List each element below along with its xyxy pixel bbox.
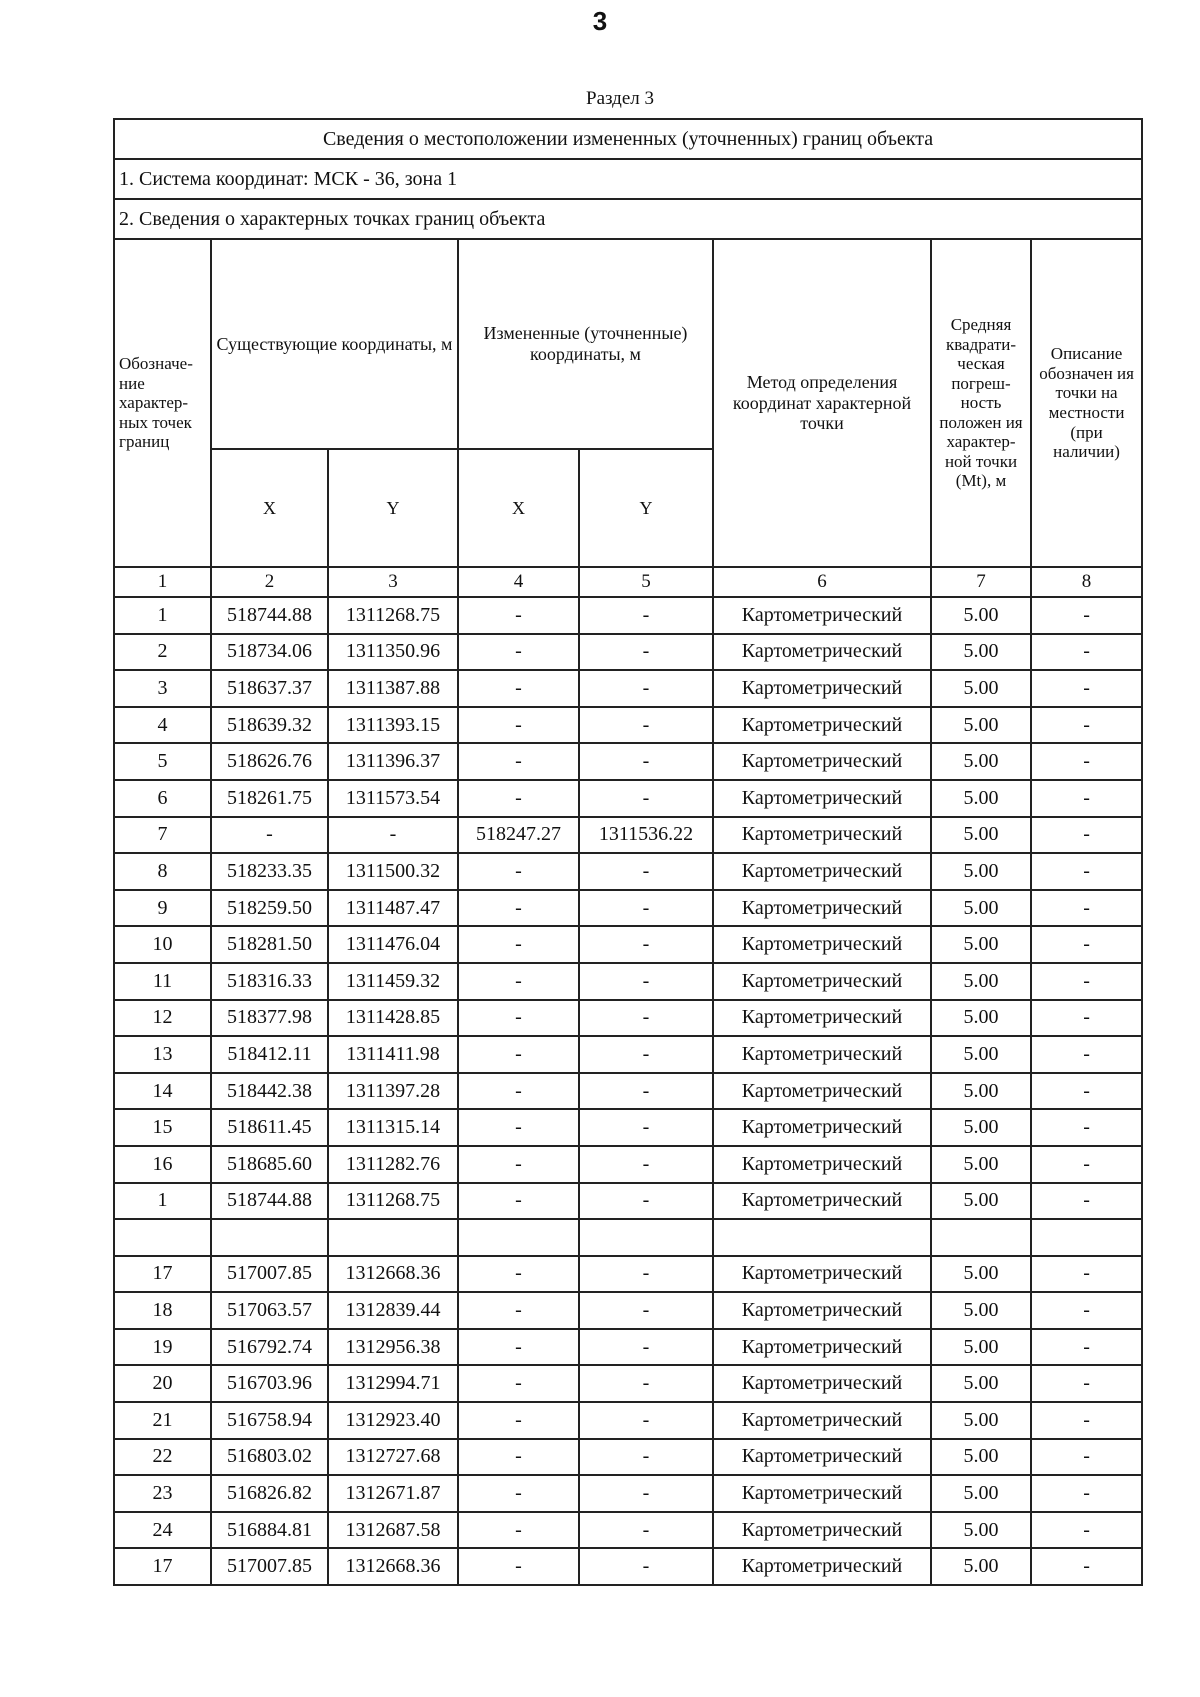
existing-y-cell: 1311411.98 (328, 1036, 458, 1073)
table-row (114, 1219, 1142, 1256)
column-number-cell: 1 (114, 567, 211, 597)
mean-error-cell: 5.00 (931, 634, 1031, 671)
mean-error-cell: 5.00 (931, 1146, 1031, 1183)
changed-y-cell: - (579, 890, 713, 927)
description-cell: - (1031, 1475, 1142, 1512)
changed-y-cell: - (579, 1109, 713, 1146)
method-cell: Картометрический (713, 1402, 931, 1439)
point-id-cell: 12 (114, 1000, 211, 1037)
existing-y-cell (328, 1219, 458, 1256)
mean-error-cell: 5.00 (931, 963, 1031, 1000)
existing-x-cell: 518734.06 (211, 634, 328, 671)
method-cell: Картометрический (713, 853, 931, 890)
column-number-cell: 2 (211, 567, 328, 597)
existing-y-cell: 1311459.32 (328, 963, 458, 1000)
table-row (114, 1365, 1142, 1402)
method-cell: Картометрический (713, 1073, 931, 1110)
existing-y-cell: 1311315.14 (328, 1109, 458, 1146)
changed-x-cell: - (458, 1036, 579, 1073)
changed-x-cell: - (458, 1512, 579, 1549)
header-method: Метод определения координат характерной точки (713, 239, 931, 567)
mean-error-cell: 5.00 (931, 1475, 1031, 1512)
column-number-cell: 6 (713, 567, 931, 597)
changed-x-cell: - (458, 1475, 579, 1512)
mean-error-cell: 5.00 (931, 1329, 1031, 1366)
section-label: Раздел 3 (586, 88, 654, 109)
changed-x-cell: - (458, 1292, 579, 1329)
description-cell: - (1031, 1256, 1142, 1293)
changed-x-cell: - (458, 1365, 579, 1402)
table-row (114, 597, 1142, 634)
mean-error-cell: 5.00 (931, 743, 1031, 780)
table-row (114, 1548, 1142, 1585)
point-id-cell: 14 (114, 1073, 211, 1110)
existing-y-cell: 1312956.38 (328, 1329, 458, 1366)
existing-y-cell: 1311573.54 (328, 780, 458, 817)
mean-error-cell: 5.00 (931, 597, 1031, 634)
header-row-1 (114, 239, 1142, 449)
method-cell: Картометрический (713, 743, 931, 780)
description-cell: - (1031, 1183, 1142, 1220)
description-cell: - (1031, 1402, 1142, 1439)
changed-y-cell: - (579, 780, 713, 817)
existing-x-cell: 516703.96 (211, 1365, 328, 1402)
description-cell: - (1031, 634, 1142, 671)
description-cell: - (1031, 780, 1142, 817)
changed-y-cell: - (579, 853, 713, 890)
changed-x-cell: - (458, 1146, 579, 1183)
point-id-cell: 20 (114, 1365, 211, 1402)
method-cell: Картометрический (713, 1256, 931, 1293)
mean-error-cell: 5.00 (931, 1256, 1031, 1293)
method-cell: Картометрический (713, 1146, 931, 1183)
description-cell: - (1031, 1292, 1142, 1329)
existing-x-cell: 516758.94 (211, 1402, 328, 1439)
existing-y-cell: 1312668.36 (328, 1548, 458, 1585)
existing-x-cell: 518685.60 (211, 1146, 328, 1183)
existing-y-cell: 1311268.75 (328, 597, 458, 634)
method-cell: Картометрический (713, 963, 931, 1000)
changed-x-cell: - (458, 1439, 579, 1476)
existing-y-cell: - (328, 817, 458, 854)
mean-error-cell: 5.00 (931, 817, 1031, 854)
existing-x-cell: 516803.02 (211, 1439, 328, 1476)
changed-y-cell: - (579, 926, 713, 963)
description-cell: - (1031, 1036, 1142, 1073)
table-title: Сведения о местоположении измененных (уточненных) границ объекта (114, 119, 1142, 159)
point-id-cell: 2 (114, 634, 211, 671)
header-changed-x: X (458, 449, 579, 567)
changed-y-cell: - (579, 1329, 713, 1366)
table-row (114, 817, 1142, 854)
header-changed-coords: Измененные (уточненные) координаты, м (458, 239, 713, 449)
method-cell: Картометрический (713, 670, 931, 707)
changed-x-cell: - (458, 780, 579, 817)
existing-x-cell: 518744.88 (211, 1183, 328, 1220)
changed-y-cell: - (579, 1036, 713, 1073)
description-cell: - (1031, 817, 1142, 854)
changed-x-cell: 518247.27 (458, 817, 579, 854)
table-row (114, 1329, 1142, 1366)
column-number-row (114, 567, 1142, 597)
table-row (114, 1439, 1142, 1476)
existing-y-cell: 1311428.85 (328, 1000, 458, 1037)
description-cell: - (1031, 743, 1142, 780)
changed-x-cell: - (458, 1256, 579, 1293)
mean-error-cell: 5.00 (931, 1183, 1031, 1220)
method-cell: Картометрический (713, 780, 931, 817)
mean-error-cell: 5.00 (931, 670, 1031, 707)
method-cell: Картометрический (713, 1365, 931, 1402)
description-cell: - (1031, 853, 1142, 890)
method-cell: Картометрический (713, 1329, 931, 1366)
changed-x-cell: - (458, 1109, 579, 1146)
existing-y-cell: 1311500.32 (328, 853, 458, 890)
mean-error-cell: 5.00 (931, 1292, 1031, 1329)
changed-x-cell: - (458, 963, 579, 1000)
existing-x-cell: 518639.32 (211, 707, 328, 744)
point-id-cell: 17 (114, 1548, 211, 1585)
point-id-cell: 3 (114, 670, 211, 707)
point-id-cell: 17 (114, 1256, 211, 1293)
mean-error-cell: 5.00 (931, 780, 1031, 817)
changed-y-cell: - (579, 1548, 713, 1585)
changed-x-cell: - (458, 1548, 579, 1585)
existing-x-cell: 516826.82 (211, 1475, 328, 1512)
mean-error-cell: 5.00 (931, 1512, 1031, 1549)
page-number: 3 (592, 6, 608, 36)
table-row (114, 1402, 1142, 1439)
mean-error-cell: 5.00 (931, 1036, 1031, 1073)
changed-y-cell: - (579, 1183, 713, 1220)
header-existing-x: X (211, 449, 328, 567)
method-cell: Картометрический (713, 1109, 931, 1146)
point-id-cell: 8 (114, 853, 211, 890)
table-row (114, 780, 1142, 817)
description-cell: - (1031, 1000, 1142, 1037)
point-id-cell: 10 (114, 926, 211, 963)
existing-x-cell: 518316.33 (211, 963, 328, 1000)
method-cell: Картометрический (713, 1512, 931, 1549)
changed-x-cell: - (458, 597, 579, 634)
points-heading-row (114, 199, 1142, 239)
existing-x-cell: 518261.75 (211, 780, 328, 817)
existing-y-cell: 1312671.87 (328, 1475, 458, 1512)
table-row (114, 1292, 1142, 1329)
method-cell: Картометрический (713, 1548, 931, 1585)
changed-y-cell: - (579, 670, 713, 707)
table-title-row (114, 119, 1142, 159)
table-row (114, 1475, 1142, 1512)
existing-x-cell: 518233.35 (211, 853, 328, 890)
method-cell: Картометрический (713, 1475, 931, 1512)
changed-y-cell: - (579, 1402, 713, 1439)
mean-error-cell: 5.00 (931, 926, 1031, 963)
existing-y-cell: 1311282.76 (328, 1146, 458, 1183)
table-row (114, 853, 1142, 890)
mean-error-cell (931, 1219, 1031, 1256)
coordinate-system: 1. Система координат: МСК - 36, зона 1 (114, 159, 1142, 199)
point-id-cell: 21 (114, 1402, 211, 1439)
changed-y-cell: - (579, 1146, 713, 1183)
table-row (114, 963, 1142, 1000)
mean-error-cell: 5.00 (931, 853, 1031, 890)
existing-y-cell: 1311350.96 (328, 634, 458, 671)
existing-x-cell: 518744.88 (211, 597, 328, 634)
table-row (114, 1036, 1142, 1073)
changed-y-cell: - (579, 1439, 713, 1476)
method-cell: Картометрический (713, 1000, 931, 1037)
point-id-cell: 9 (114, 890, 211, 927)
changed-x-cell: - (458, 707, 579, 744)
existing-y-cell: 1311387.88 (328, 670, 458, 707)
method-cell: Картометрический (713, 890, 931, 927)
column-number-cell: 4 (458, 567, 579, 597)
mean-error-cell: 5.00 (931, 890, 1031, 927)
point-id-cell: 16 (114, 1146, 211, 1183)
description-cell: - (1031, 1329, 1142, 1366)
changed-y-cell: - (579, 1256, 713, 1293)
header-description: Описание обозначен ия точки на местности (при наличии) (1031, 239, 1142, 567)
method-cell: Картометрический (713, 634, 931, 671)
mean-error-cell: 5.00 (931, 1402, 1031, 1439)
changed-x-cell: - (458, 1183, 579, 1220)
description-cell: - (1031, 1109, 1142, 1146)
points-heading: 2. Сведения о характерных точках границ объекта (114, 199, 1142, 239)
point-id-cell: 1 (114, 597, 211, 634)
method-cell: Картометрический (713, 1292, 931, 1329)
column-number-cell: 3 (328, 567, 458, 597)
method-cell: Картометрический (713, 707, 931, 744)
existing-y-cell: 1311487.47 (328, 890, 458, 927)
point-id-cell: 19 (114, 1329, 211, 1366)
table-row (114, 1146, 1142, 1183)
existing-y-cell: 1312839.44 (328, 1292, 458, 1329)
point-id-cell: 13 (114, 1036, 211, 1073)
description-cell: - (1031, 963, 1142, 1000)
changed-x-cell: - (458, 853, 579, 890)
point-id-cell: 11 (114, 963, 211, 1000)
changed-x-cell (458, 1219, 579, 1256)
existing-y-cell: 1311268.75 (328, 1183, 458, 1220)
description-cell: - (1031, 1365, 1142, 1402)
description-cell: - (1031, 707, 1142, 744)
existing-x-cell: 518377.98 (211, 1000, 328, 1037)
existing-x-cell: 518281.50 (211, 926, 328, 963)
description-cell (1031, 1219, 1142, 1256)
changed-y-cell: - (579, 707, 713, 744)
method-cell: Картометрический (713, 1439, 931, 1476)
table-row (114, 890, 1142, 927)
changed-x-cell: - (458, 926, 579, 963)
existing-y-cell: 1312687.58 (328, 1512, 458, 1549)
existing-x-cell: 518626.76 (211, 743, 328, 780)
boundary-points-table (113, 118, 1143, 1586)
table-row (114, 1183, 1142, 1220)
table-row (114, 707, 1142, 744)
table-row (114, 634, 1142, 671)
coordinate-system-row (114, 159, 1142, 199)
method-cell: Картометрический (713, 597, 931, 634)
changed-y-cell: - (579, 1000, 713, 1037)
existing-y-cell: 1312923.40 (328, 1402, 458, 1439)
table-row (114, 1073, 1142, 1110)
column-number-cell: 5 (579, 567, 713, 597)
existing-x-cell: - (211, 817, 328, 854)
existing-x-cell: 517007.85 (211, 1256, 328, 1293)
changed-x-cell: - (458, 670, 579, 707)
mean-error-cell: 5.00 (931, 1073, 1031, 1110)
description-cell: - (1031, 1073, 1142, 1110)
changed-x-cell: - (458, 890, 579, 927)
method-cell: Картометрический (713, 1036, 931, 1073)
existing-x-cell: 516884.81 (211, 1512, 328, 1549)
existing-x-cell: 517063.57 (211, 1292, 328, 1329)
mean-error-cell: 5.00 (931, 1000, 1031, 1037)
existing-x-cell (211, 1219, 328, 1256)
changed-y-cell: - (579, 634, 713, 671)
point-id-cell: 24 (114, 1512, 211, 1549)
column-number-cell: 7 (931, 567, 1031, 597)
mean-error-cell: 5.00 (931, 1439, 1031, 1476)
existing-x-cell: 518412.11 (211, 1036, 328, 1073)
changed-y-cell: - (579, 1365, 713, 1402)
method-cell (713, 1219, 931, 1256)
description-cell: - (1031, 1512, 1142, 1549)
point-id-cell: 7 (114, 817, 211, 854)
changed-y-cell: - (579, 597, 713, 634)
changed-x-cell: - (458, 743, 579, 780)
mean-error-cell: 5.00 (931, 1548, 1031, 1585)
existing-x-cell: 518442.38 (211, 1073, 328, 1110)
point-id-cell: 22 (114, 1439, 211, 1476)
existing-x-cell: 516792.74 (211, 1329, 328, 1366)
changed-y-cell: - (579, 963, 713, 1000)
table-row (114, 926, 1142, 963)
point-id-cell (114, 1219, 211, 1256)
point-id-cell: 5 (114, 743, 211, 780)
point-id-cell: 18 (114, 1292, 211, 1329)
header-existing-y: Y (328, 449, 458, 567)
point-id-cell: 23 (114, 1475, 211, 1512)
table-row (114, 1512, 1142, 1549)
method-cell: Картометрический (713, 817, 931, 854)
existing-y-cell: 1312727.68 (328, 1439, 458, 1476)
header-existing-coords: Существующие координаты, м (211, 239, 458, 449)
changed-y-cell: - (579, 1073, 713, 1110)
mean-error-cell: 5.00 (931, 707, 1031, 744)
point-id-cell: 6 (114, 780, 211, 817)
existing-y-cell: 1312668.36 (328, 1256, 458, 1293)
changed-y-cell: - (579, 1475, 713, 1512)
changed-x-cell: - (458, 634, 579, 671)
description-cell: - (1031, 1146, 1142, 1183)
changed-x-cell: - (458, 1329, 579, 1366)
changed-x-cell: - (458, 1073, 579, 1110)
description-cell: - (1031, 926, 1142, 963)
changed-y-cell: - (579, 743, 713, 780)
header-point-designation: Обозначе-ние характер-ных точек границ (114, 239, 211, 567)
existing-x-cell: 517007.85 (211, 1548, 328, 1585)
existing-y-cell: 1311397.28 (328, 1073, 458, 1110)
table-row (114, 743, 1142, 780)
existing-y-cell: 1311476.04 (328, 926, 458, 963)
mean-error-cell: 5.00 (931, 1109, 1031, 1146)
point-id-cell: 4 (114, 707, 211, 744)
method-cell: Картометрический (713, 926, 931, 963)
description-cell: - (1031, 1548, 1142, 1585)
existing-x-cell: 518259.50 (211, 890, 328, 927)
changed-y-cell: - (579, 1292, 713, 1329)
table-row (114, 1109, 1142, 1146)
header-mean-error: Средняя квадрати-ческая погреш-ность положен ия характер-ной точки (Mt), м (931, 239, 1031, 567)
point-id-cell: 15 (114, 1109, 211, 1146)
changed-x-cell: - (458, 1402, 579, 1439)
existing-y-cell: 1311396.37 (328, 743, 458, 780)
table-row (114, 1000, 1142, 1037)
description-cell: - (1031, 890, 1142, 927)
changed-y-cell (579, 1219, 713, 1256)
header-changed-y: Y (579, 449, 713, 567)
existing-x-cell: 518611.45 (211, 1109, 328, 1146)
table-row (114, 670, 1142, 707)
description-cell: - (1031, 1439, 1142, 1476)
table-row (114, 1256, 1142, 1293)
changed-y-cell: 1311536.22 (579, 817, 713, 854)
description-cell: - (1031, 597, 1142, 634)
column-number-cell: 8 (1031, 567, 1142, 597)
method-cell: Картометрический (713, 1183, 931, 1220)
description-cell: - (1031, 670, 1142, 707)
existing-x-cell: 518637.37 (211, 670, 328, 707)
mean-error-cell: 5.00 (931, 1365, 1031, 1402)
existing-y-cell: 1312994.71 (328, 1365, 458, 1402)
changed-x-cell: - (458, 1000, 579, 1037)
point-id-cell: 1 (114, 1183, 211, 1220)
changed-y-cell: - (579, 1512, 713, 1549)
existing-y-cell: 1311393.15 (328, 707, 458, 744)
